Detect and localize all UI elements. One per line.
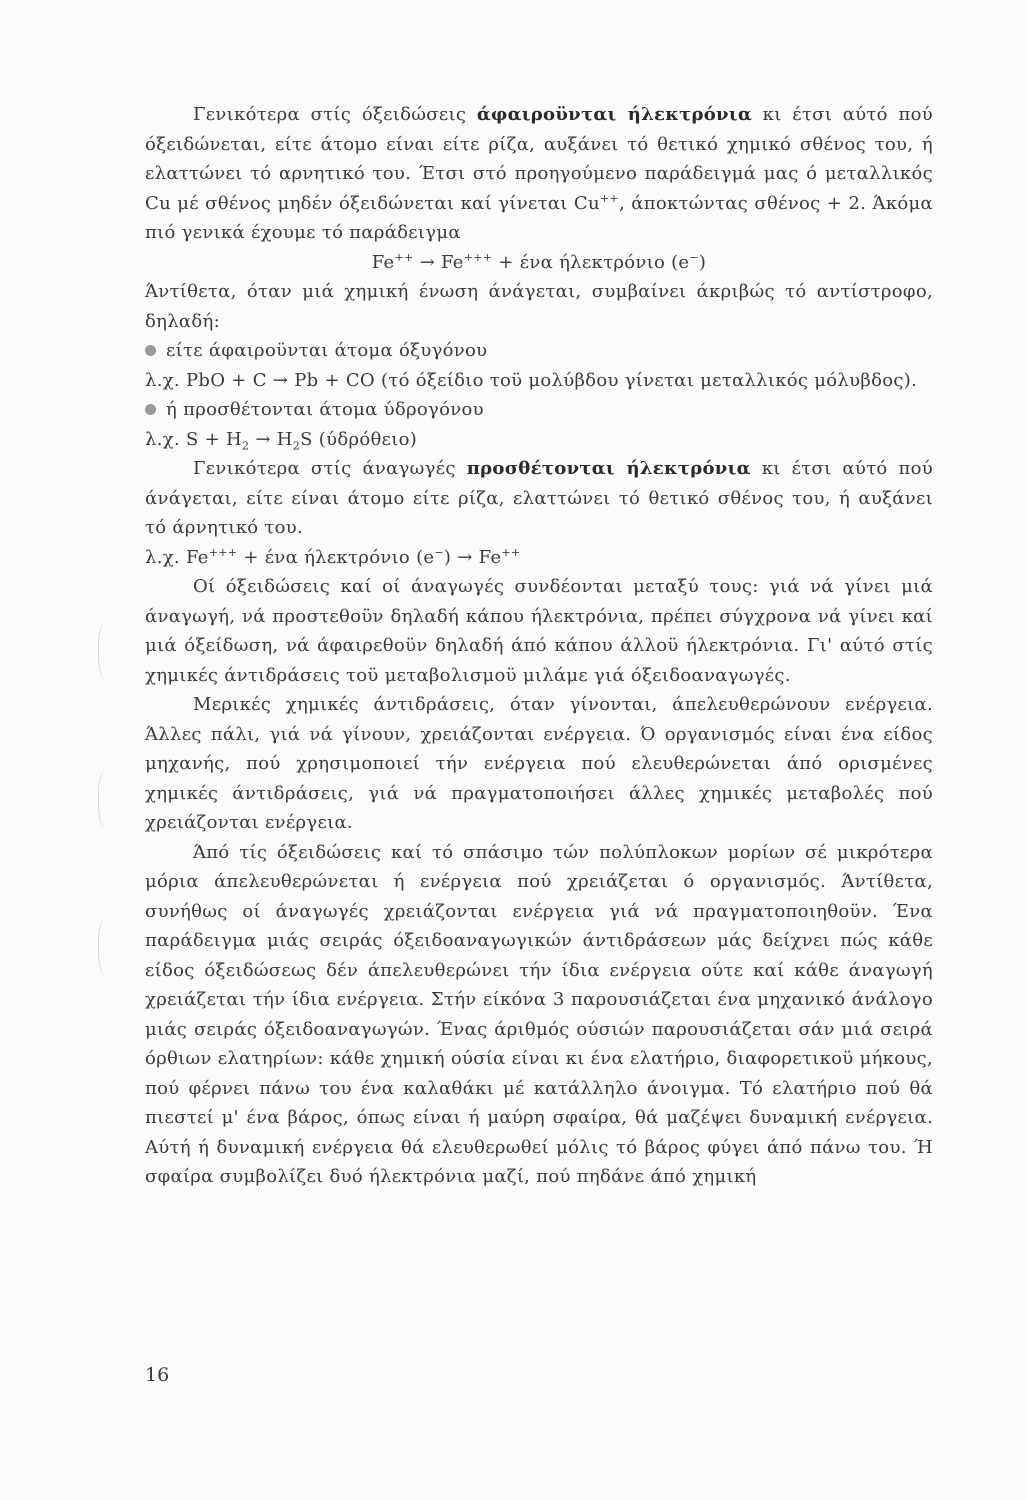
bullet-item: είτε άφαιροϋνται άτομα όξυγόνου: [145, 336, 933, 366]
paragraph-oxidation: [145, 100, 933, 248]
bold-term: άφαιροϋνται ήλεκτρόνια: [476, 104, 753, 125]
example-iron-reduction: λ.χ. Fe+++ + ένα ήλεκτρόνιο (e−) → Fe++: [145, 545, 521, 568]
bullet-icon: [145, 345, 156, 356]
bullet-icon: [145, 404, 156, 415]
example-lead-oxide: λ.χ. PbO + C → Pb + CO (τό όξείδιο τοϋ μολύβδου γίνεται μεταλλικός μόλυβδος).: [145, 369, 918, 391]
bold-term: προσθέτονται ήλεκτρόνια: [466, 458, 751, 479]
page-number: 16: [145, 1364, 170, 1386]
text: Γενικότερα στίς όξειδώσεις: [193, 104, 477, 125]
paragraph-energy-release: Άπό τίς όξειδώσεις καί τό σπάσιμο τών πολύπλοκων μορίων σέ μικρότερα μόρια άπελευθερώνεται ή ενέργεια πού χρειάζεται ό οργανισμός. Άντίθετα, συνήθως οί άναγωγές χρειάζονται ενέργεια γιά νά πραγματοποιηθοϋν. Ένα παράδειγμα μιάς σειράς όξειδοαναγωγικών άντιδράσεων μάς δείχνει πώς κάθε είδος όξειδώσεως δέν άπελευθερώνει τήν ίδια ενέργεια ούτε καί κάθε άναγωγή χρειάζεται τήν ίδια ενέργεια. Στήν είκόνα 3 παρουσιάζεται ένα μηχανικό άνάλογο μιάς σειράς όξειδοαναγωγών. Ένας άριθμός ούσιών παρουσιάζεται σάν μιά σειρά όρθιων ελατηρίων: κάθε χημική ούσία είναι κι ένα ελατήριο, διαφορετικοϋ μήκους, πού φέρνει πάνω του ένα καλαθάκι μέ κατάλληλο άνοιγμα. Τό ελατήριο πού θά πιεστεί μ' ένα βάρος, όπως είναι ή μαύρη σφαίρα, θά μαζέψει δυναμική ενέργεια. Αύτή ή δυναμική ενέργεια θά ελευθερωθεί μόλις τό βάρος φύγει άπό πάνω του. Ή σφαίρα συμβολίζει δυό ήλεκτρόνια μαζί, πού πηδάνε άπό χημική: [145, 841, 933, 1187]
paragraph-redox: Οί όξειδώσεις καί οί άναγωγές συνδέονται μεταξύ τους: γιά νά γίνει μιά άναγωγή, νά προστεθοϋν δηλαδή κάπου ήλεκτρόνια, πρέπει σύγχρονα νά γίνει καί μιά όξείδωση, νά άφαιρεθοϋν δηλαδή άπό κάπου άλλοϋ ήλεκτρόνια. Γι' αύτό στίς χημικές άντιδράσεις τοϋ μεταβολισμοϋ μιλάμε γιά όξειδοαναγωγές.: [145, 576, 933, 686]
text: , άποκτώντας σθένος + 2. Άκόμα πιό γενικά έχουμε τό παράδειγμα: [145, 192, 933, 243]
body-text: [145, 100, 933, 1192]
example-hydrogen-sulfide: λ.χ. $S + H_2 \to H_2S$ (ύδρόθειο): [145, 428, 418, 453]
superscript: ++: [599, 191, 619, 205]
paragraph-energy: Μερικές χημικές άντιδράσεις, όταν γίνονται, άπελευθερώνουν ενέργεια. Άλλες πάλι, γιά νά γίνουν, χρειάζονται ενέργεια. Ό οργανισμός είναι ένα είδος μηχανής, πού χρησιμοποιεί τήν ενέργεια πού ελευθερώνεται άπό ορισμένες χημικές άντιδράσεις, γιά νά πραγματοποιήσει άλλες χημικές μεταβολές πού χρειάζονται ενέργεια.: [145, 694, 933, 833]
paragraph-reduction-intro: Άντίθετα, όταν μιά χημική ένωση άνάγεται, συμβαίνει άκριβώς τό αντίστροφο, δηλαδή:: [145, 281, 933, 332]
equation-iron: Fe++ → Fe+++ + ένα ήλεκτρόνιο (e−): [371, 250, 707, 273]
bullet-item: ή προσθέτονται άτομα ύδρογόνου: [145, 395, 933, 425]
margin-pencil-mark: [98, 622, 117, 680]
text: κι έτσι αύτό πού όξειδώνεται, είτε άτομο είναι είτε ρίζα, αυξάνει τό θετικό χημικό σθένος του, ή ελαττώνει τό αρνητικό του. Έτσι στό προηγούμενο παράδειγμά μας ό μεταλλικός Cu μέ σθένος μηδέν όξειδώνεται καί γίνεται Cu: [145, 104, 933, 214]
margin-pencil-mark: [98, 770, 117, 828]
margin-pencil-mark: [98, 918, 117, 976]
paragraph-reduction: Γενικότερα στίς άναγωγές προσθέτονται ήλεκτρόνια κι έτσι αύτό πού άνάγεται, είτε είναι άτομο είτε ρίζα, ελαττώνει τό θετικό σθένος του, ή αυξάνει τό άρνητικό του.: [145, 458, 933, 538]
